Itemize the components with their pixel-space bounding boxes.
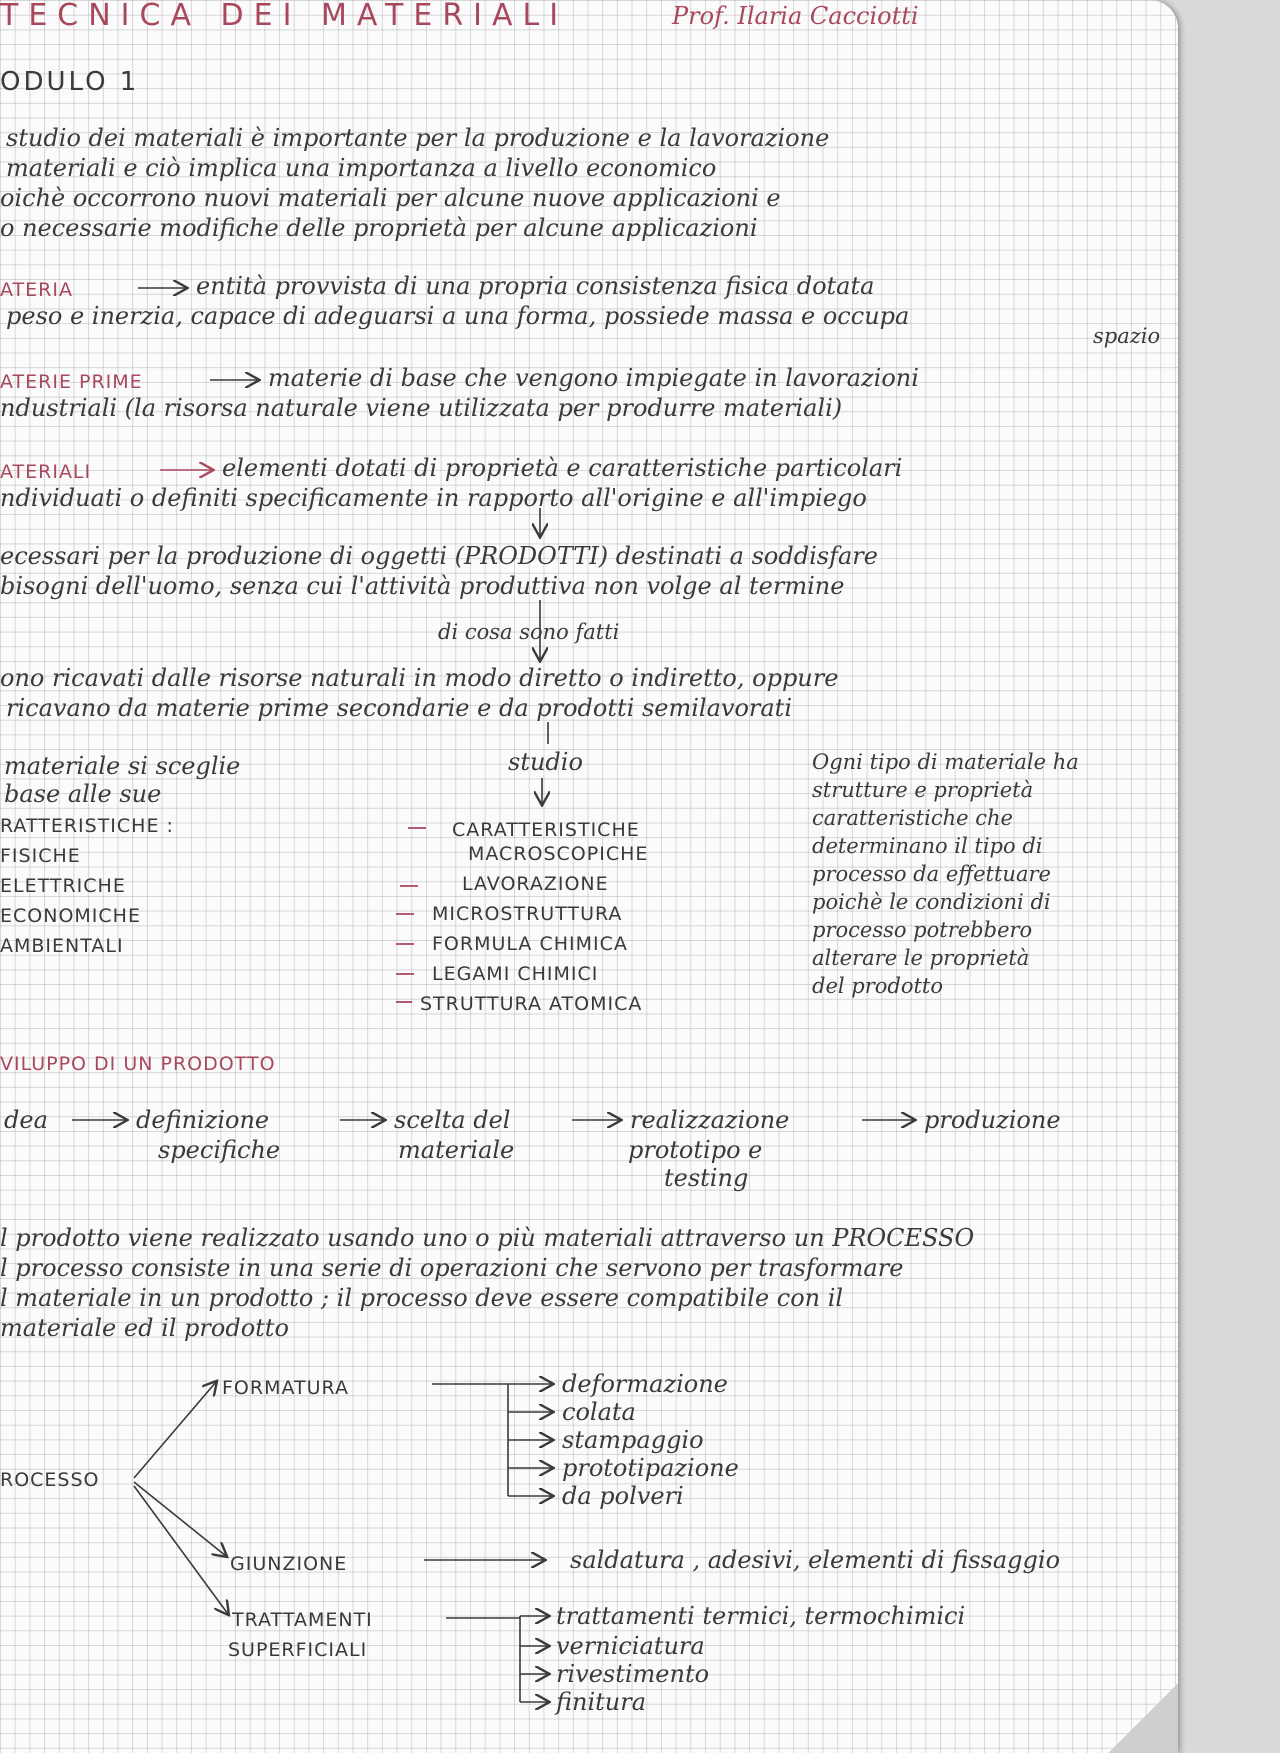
studio-item-lavorazione: LAVORAZIONE — [462, 873, 609, 895]
materiali-line-1: elementi dotati di proprietà e caratteristiche particolari — [222, 454, 903, 482]
sviluppo-step-prototipo: prototipo e — [628, 1136, 763, 1164]
intro-line-3: oichè occorrono nuovi materiali per alcune nuove applicazioni e — [0, 184, 781, 212]
ogni-tipo-line-3: caratteristiche che — [812, 806, 1013, 830]
scelta-line-2: base alle sue — [4, 780, 162, 808]
materie-prime-term: ATERIE PRIME — [0, 371, 143, 393]
trattamenti-item-verniciatura: verniciatura — [556, 1632, 705, 1660]
arrow-processo-trattamenti — [134, 1486, 228, 1614]
ogni-tipo-line-7: processo potrebbero — [812, 918, 1033, 942]
materie-prime-line-2: ndustriali (la risorsa naturale viene utilizzata per produrre materiali) — [0, 394, 843, 422]
ogni-tipo-line-4: determinano il tipo di — [812, 834, 1043, 858]
sviluppo-step-specifiche: specifiche — [158, 1136, 281, 1164]
prodotto-line-4: materiale ed il prodotto — [0, 1314, 289, 1342]
ricavati-line-1: ono ricavati dalle risorse naturali in modo diretto o indiretto, oppure — [0, 664, 839, 692]
sviluppo-step-idea: dea — [4, 1106, 48, 1134]
materia-line-2: peso e inerzia, capace di adeguarsi a una forma, possiede massa e occupa — [6, 302, 910, 330]
sviluppo-step-scelta: scelta del — [394, 1106, 511, 1134]
trattamenti-label-1: TRATTAMENTI — [232, 1609, 373, 1631]
sviluppo-step-definizione: definizione — [136, 1106, 270, 1134]
sviluppo-step-testing: testing — [664, 1164, 749, 1192]
scelta-item-elettriche: ELETTRICHE — [0, 875, 126, 897]
formatura-item-colata: colata — [562, 1398, 636, 1426]
materia-term: ATERIA — [0, 279, 73, 301]
scelta-item-fisiche: FISICHE — [0, 845, 81, 867]
processo-label: ROCESSO — [0, 1469, 100, 1491]
prodotto-line-3: l materiale in un prodotto ; il processo deve essere compatibile con il — [0, 1284, 844, 1312]
formatura-label: FORMATURA — [222, 1377, 349, 1399]
ogni-tipo-line-6: poichè le condizioni di — [812, 890, 1051, 914]
sviluppo-step-produzione: produzione — [924, 1106, 1061, 1134]
materia-line-3: spazio — [1093, 324, 1161, 348]
intro-line-1: studio dei materiali è importante per la produzione e la lavorazione — [6, 124, 830, 152]
scelta-item-economiche: ECONOMICHE — [0, 905, 141, 927]
trattamenti-item-termici: trattamenti termici, termochimici — [556, 1602, 966, 1630]
studio-item-legami-chimici: LEGAMI CHIMICI — [432, 963, 599, 985]
arrow-processo-formatura — [134, 1382, 216, 1478]
scelta-line-1: materiale si sceglie — [4, 752, 241, 780]
formatura-item-polveri: da polveri — [562, 1482, 684, 1510]
studio-item-caratteristiche: CARATTERISTICHE — [452, 819, 640, 841]
formatura-item-deformazione: deformazione — [562, 1370, 728, 1398]
ogni-tipo-line-1: Ogni tipo di materiale ha — [812, 750, 1079, 774]
sviluppo-step-realizzazione: realizzazione — [630, 1106, 790, 1134]
trattamenti-item-finitura: finitura — [556, 1688, 647, 1716]
sviluppo-step-materiale: materiale — [398, 1136, 515, 1164]
professor-name: Prof. Ilaria Cacciotti — [672, 2, 919, 30]
ogni-tipo-line-2: strutture e proprietà — [812, 778, 1034, 802]
studio-item-formula-chimica: FORMULA CHIMICA — [432, 933, 628, 955]
di-cosa-label: di cosa sono fatti — [438, 620, 620, 644]
prodotto-line-1: l prodotto viene realizzato usando uno o più materiali attraverso un PROCESSO — [0, 1224, 975, 1252]
intro-line-4: o necessarie modifiche delle proprietà per alcune applicazioni — [0, 214, 758, 242]
materia-line-1: entità provvista di una propria consistenza fisica dotata — [196, 272, 875, 300]
ricavati-line-2: ricavano da materie prime secondarie e da prodotti semilavorati — [6, 694, 792, 722]
studio-item-microstruttura: MICROSTRUTTURA — [432, 903, 623, 925]
trattamenti-item-rivestimento: rivestimento — [556, 1660, 710, 1688]
page-title: TECNICA DEI MATERIALI — [0, 0, 569, 33]
ogni-tipo-line-8: alterare le proprietà — [812, 946, 1030, 970]
studio-item-struttura-atomica: STRUTTURA ATOMICA — [420, 993, 643, 1015]
formatura-item-stampaggio: stampaggio — [562, 1426, 704, 1454]
scelta-heading: RATTERISTICHE : — [0, 815, 174, 837]
prodotto-line-2: l processo consiste in una serie di operazioni che servono per trasformare — [0, 1254, 904, 1282]
studio-label: studio — [508, 748, 583, 776]
materie-prime-line-1: materie di base che vengono impiegate in lavorazioni — [268, 364, 919, 392]
necessari-line-1: ecessari per la produzione di oggetti (PRODOTTI) destinati a soddisfare — [0, 542, 878, 570]
arrow-processo-giunzione — [134, 1482, 226, 1556]
intro-line-2: materiali e ciò implica una importanza a livello economico — [6, 154, 717, 182]
module-label: ODULO 1 — [0, 67, 140, 97]
formatura-item-prototipazione: prototipazione — [562, 1454, 739, 1482]
ogni-tipo-line-5: processo da effettuare — [812, 862, 1051, 886]
giunzione-items: saldatura , adesivi, elementi di fissaggio — [570, 1546, 1061, 1574]
trattamenti-label-2: SUPERFICIALI — [228, 1639, 368, 1661]
giunzione-label: GIUNZIONE — [230, 1553, 348, 1575]
ogni-tipo-line-9: del prodotto — [812, 974, 943, 998]
necessari-line-2: bisogni dell'uomo, senza cui l'attività produttiva non volge al termine — [0, 572, 845, 600]
scelta-item-ambientali: AMBIENTALI — [0, 935, 124, 957]
materiali-line-2: ndividuati o definiti specificamente in rapporto all'origine e all'impiego — [0, 484, 867, 512]
sviluppo-title: VILUPPO DI UN PRODOTTO — [0, 1053, 276, 1075]
studio-item-macroscopiche: MACROSCOPICHE — [468, 843, 649, 865]
materiali-term: ATERIALI — [0, 461, 92, 483]
